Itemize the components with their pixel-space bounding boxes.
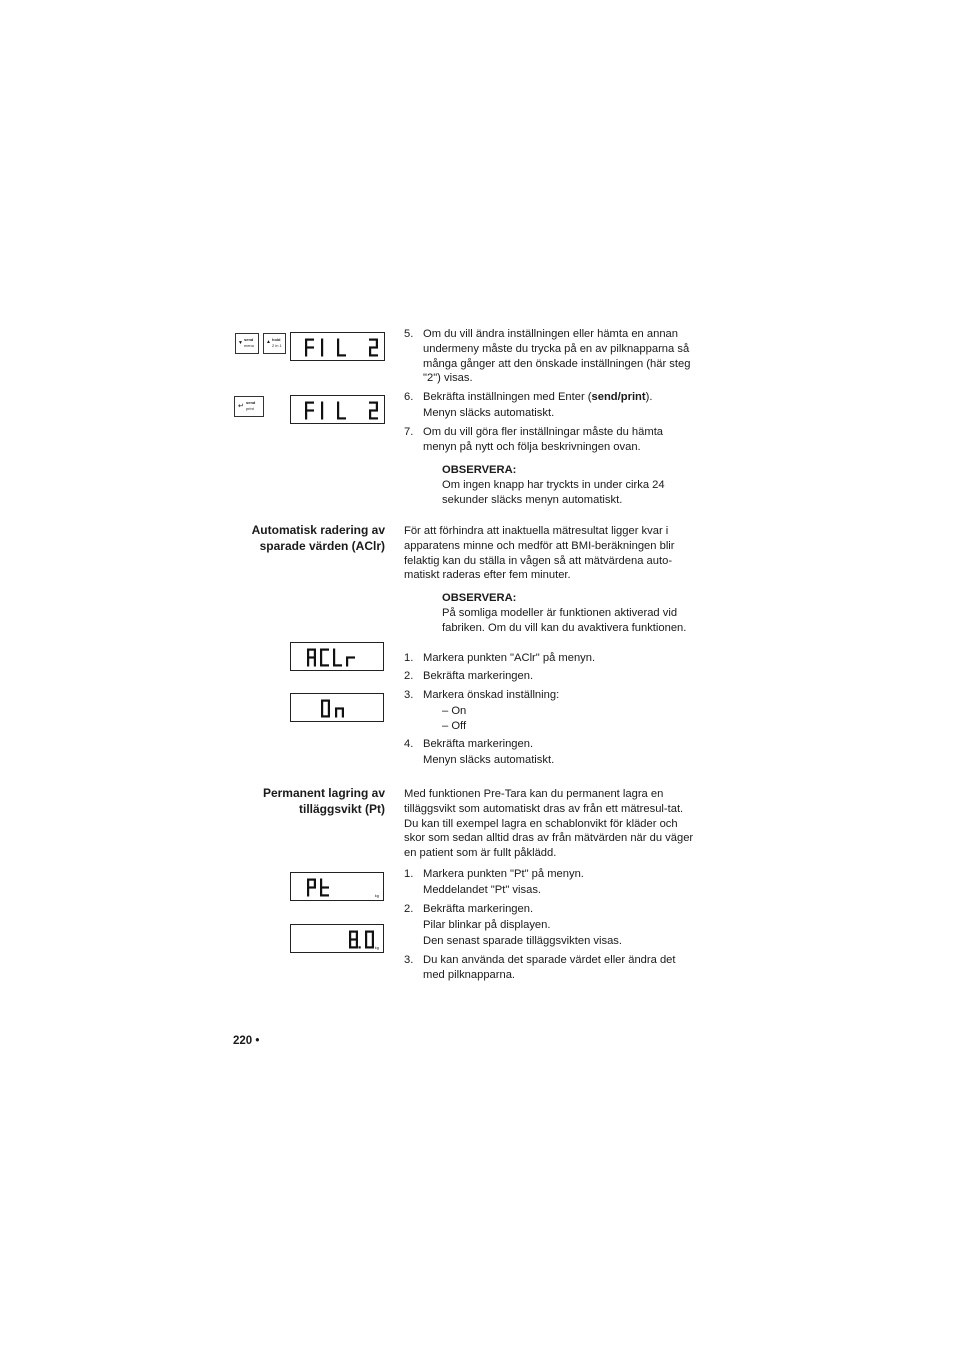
lcd-segment <box>349 931 351 940</box>
aclr-step-3: 3. Markera önskad inställning: <box>404 689 560 701</box>
lcd-segment <box>356 931 358 940</box>
lcd-segment <box>337 402 339 411</box>
lcd-segment <box>314 649 316 658</box>
page-number: 220 • <box>233 1035 260 1047</box>
lcd-on-segments <box>291 694 385 723</box>
aclr-option-off: – Off <box>442 720 467 732</box>
lcd-fil2-a-segments <box>291 333 386 362</box>
pt-intro: Med funktionen Pre-Tara kan du permanent lagra en tilläggsvikt som automatiskt dras av från ett mätresul-tat. Du kan till exempel lagra en schablonvikt för kläder och skor som sedan alltid dras av från mätvärden när du väger en patient som är fullt påklädd. <box>404 788 694 860</box>
lcd-segment <box>305 402 307 411</box>
lcd-segment <box>307 658 309 667</box>
lcd-pt-unit: kg <box>374 893 379 898</box>
lcd-segment <box>305 409 314 411</box>
down-menu-key[interactable] <box>235 333 259 354</box>
up-key-label: hold <box>272 337 281 342</box>
note-title: OBSERVERA: <box>442 464 517 476</box>
note-text: Om ingen knapp har tryckts in under cirka 24 sekunder släcks menyn automatiskt. <box>442 478 665 506</box>
lcd-decimal-point <box>359 946 361 948</box>
lcd-segment <box>320 649 322 658</box>
lcd-segment <box>320 886 329 888</box>
up-arrow-icon: ▲ <box>266 339 271 345</box>
aclr-intro: För att förhindra att inaktuella mätresultat ligger kvar i apparatens minne och medför att BMI-beräkningen blir felaktig kan du ställa in vågen så att mätvärdena auto-matiskt raderas efter fem minuter. <box>404 525 675 582</box>
lcd-segment <box>365 931 367 940</box>
aclr-step-1: 1. Markera punkten "AClr" på menyn. <box>404 652 596 664</box>
lcd-segment <box>349 938 358 940</box>
aclr-option-on: – On <box>442 705 467 717</box>
lcd-segment <box>369 354 378 356</box>
note-timeout <box>442 463 694 507</box>
lcd-segment <box>337 339 339 348</box>
lcd-segment <box>307 879 309 888</box>
lcd-segment <box>305 339 307 348</box>
lcd-segment <box>307 649 309 658</box>
lcd-segment <box>335 707 344 709</box>
enter-key-label: send <box>246 400 256 405</box>
note-aclr <box>442 591 694 635</box>
step-5-text: Om du vill ändra inställningen eller hämta en annan undermeny måste du trycka på en av pilknapparna så många gånger att den önskade inställningen (här steg "2") visas. <box>423 328 691 385</box>
section-heading-pt: Permanent lagring av tilläggsvikt (Pt) <box>262 786 385 816</box>
step-5: 5. Om du vill ändra inställningen eller hämta en annan undermeny måste du trycka på en av pilknapparna så många gånger att den önskade inställningen (här steg "2") visas. <box>404 328 691 385</box>
down-arrow-icon: ▼ <box>238 340 243 346</box>
aclr-step-2: 2. Bekräfta markeringen. <box>404 670 534 682</box>
lcd-segment <box>342 709 344 718</box>
lcd-segment <box>307 886 316 888</box>
down-key-label: send <box>244 337 254 342</box>
lcd-segment <box>376 402 378 411</box>
lcd-display-weight <box>290 924 384 953</box>
lcd-segment <box>333 649 335 658</box>
lcd-segment <box>321 402 323 411</box>
step-7: 7. Om du vill göra fler inställningar måste du hämta menyn på nytt och följa beskrivningen ovan. <box>404 426 664 453</box>
lcd-display-fil2-a <box>290 332 385 361</box>
lcd-segment <box>372 931 374 940</box>
lcd-display-on <box>290 693 384 722</box>
lcd-segment <box>328 700 330 709</box>
lcd-fil2-b-segments <box>291 396 386 425</box>
lcd-segment <box>321 411 323 420</box>
enter-key-sublabel: print <box>246 406 254 411</box>
lcd-segment <box>376 339 378 348</box>
lcd-aclr-segments <box>291 643 385 672</box>
pt-step-2: 2. Bekräfta markeringen. Pilar blinkar på displayen. Den senast sparade tilläggsvikten visas. <box>404 903 622 948</box>
enter-send-print-key[interactable] <box>234 396 264 417</box>
lcd-segment <box>305 348 307 357</box>
lcd-segment <box>307 888 309 897</box>
lcd-segment <box>305 411 307 420</box>
lcd-segment <box>337 348 339 357</box>
step-7-text: Om du vill göra fler inställningar måste du hämta menyn på nytt och följa beskrivningen ovan. <box>423 426 664 453</box>
lcd-segment <box>321 339 323 348</box>
lcd-segment <box>307 656 316 658</box>
lcd-segment <box>369 417 378 419</box>
lcd-segment <box>346 658 348 667</box>
lcd-segment <box>321 348 323 357</box>
step-6-line2: Menyn släcks automatiskt. <box>423 407 555 420</box>
lcd-segment <box>320 658 322 667</box>
lcd-segment <box>349 940 351 949</box>
lcd-segment <box>320 888 322 897</box>
lcd-segment <box>365 940 367 949</box>
lcd-segment <box>346 656 355 658</box>
lcd-segment <box>314 658 316 667</box>
lcd-segment <box>320 879 322 888</box>
up-hold-key[interactable] <box>263 333 286 354</box>
aclr-step-4: 4. Bekräfta markeringen. Menyn släcks automatiskt. <box>404 738 555 767</box>
lcd-display-pt <box>290 872 384 901</box>
up-key-sublabel: 2 in 1 <box>272 343 282 348</box>
lcd-weight-unit: kg <box>374 945 379 950</box>
lcd-weight-segments <box>291 925 385 954</box>
lcd-segment <box>321 700 323 709</box>
step-6: 6. Bekräfta inställningen med Enter (send/print). Menyn släcks automatiskt. <box>404 390 694 421</box>
note-aclr-text: På somliga modeller är funktionen aktiverad vid fabriken. Om du vill kan du avaktivera funktionen. <box>442 606 687 634</box>
pt-step-1: 1. Markera punkten "Pt" på menyn. Meddelandet "Pt" visas. <box>404 868 584 897</box>
note-aclr-title: OBSERVERA: <box>442 592 517 604</box>
lcd-segment <box>333 658 335 667</box>
lcd-segment <box>335 709 337 718</box>
lcd-segment <box>305 346 314 348</box>
step-6-text: Bekräfta inställningen med Enter (send/print). <box>423 391 653 403</box>
lcd-pt-segments <box>291 873 385 902</box>
lcd-display-aclr <box>290 642 384 671</box>
pt-step-3: 3. Du kan använda det sparade värdet eller ändra det med pilknapparna. <box>404 954 676 981</box>
lcd-segment <box>321 709 323 718</box>
lcd-segment <box>337 411 339 420</box>
enter-arrow-icon: ↵ <box>238 403 244 410</box>
section-heading-aclr: Automatisk radering av sparade värden (AClr) <box>251 523 385 553</box>
lcd-segment <box>314 879 316 888</box>
down-key-sublabel: menu <box>244 343 255 348</box>
lcd-display-fil2-b <box>290 395 385 424</box>
